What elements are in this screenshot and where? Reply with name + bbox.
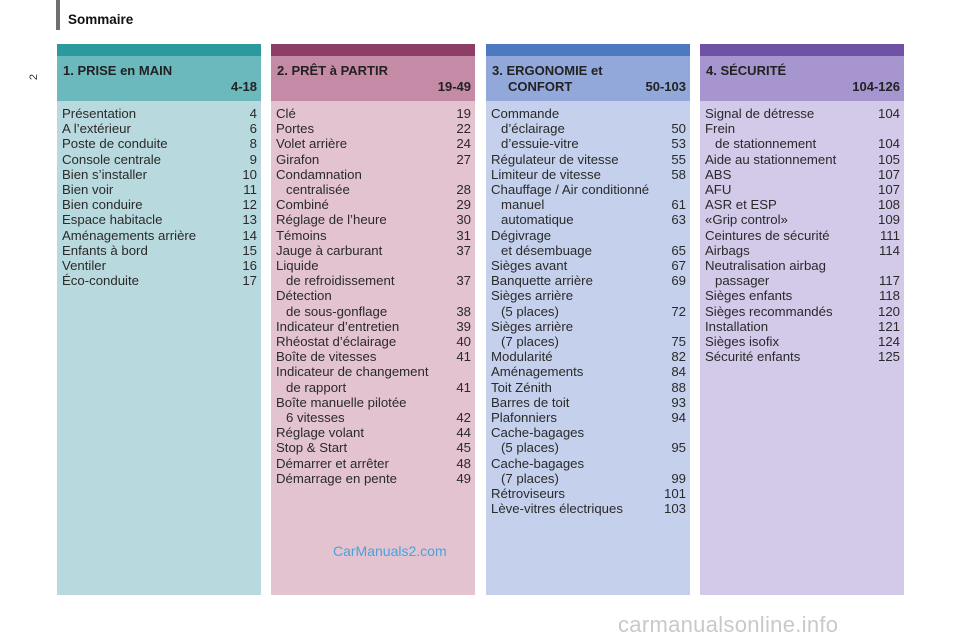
- section-title: 3. ERGONOMIE et: [492, 63, 603, 78]
- toc-entry[interactable]: [62, 182, 257, 197]
- toc-entry-page: 107: [877, 182, 900, 198]
- toc-entry-page: 17: [242, 273, 257, 289]
- toc-entry-page: 37: [456, 273, 471, 289]
- toc-entry-label: Sièges avant: [491, 258, 568, 274]
- toc-entry-page: 45: [456, 440, 471, 456]
- toc-entry[interactable]: [491, 197, 686, 212]
- toc-entry[interactable]: [276, 182, 471, 197]
- toc-entry[interactable]: [491, 273, 686, 288]
- toc-entry-page: 16: [242, 258, 257, 274]
- toc-entry[interactable]: [276, 167, 471, 182]
- section-color-strip: [271, 44, 475, 56]
- section-pret-a-partir: [271, 44, 475, 595]
- toc-entry-label: Éco-conduite: [62, 273, 139, 289]
- section-page-range: 4-18: [230, 79, 257, 94]
- toc-entry-page: [670, 106, 686, 121]
- toc-entry[interactable]: [62, 167, 257, 182]
- section-title-line2: CONFORT: [508, 79, 573, 94]
- toc-entry-page: 105: [877, 151, 900, 167]
- section-page-range: 19-49: [437, 79, 471, 94]
- toc-entry-page: 111: [879, 227, 900, 243]
- toc-entry-page: 6: [249, 121, 257, 137]
- toc-entry[interactable]: [705, 334, 900, 349]
- toc-entry-page: 82: [671, 349, 686, 365]
- toc-entry-label: de sous-gonflage: [286, 303, 388, 319]
- toc-entry-label: Espace habitacle: [62, 212, 163, 228]
- section-title: 2. PRÊT à PARTIR: [277, 63, 389, 78]
- toc-entry[interactable]: [705, 304, 900, 319]
- toc-entry[interactable]: [276, 243, 471, 258]
- toc-entry-label: Sièges enfants: [705, 288, 793, 304]
- toc-entry-page: 108: [877, 197, 900, 213]
- toc-entry-label: Sièges isofix: [705, 334, 780, 350]
- toc-entry-label: passager: [715, 273, 770, 289]
- page-number: 2: [28, 73, 41, 81]
- toc-entry[interactable]: [491, 304, 686, 319]
- toc-entry-label: de refroidissement: [286, 273, 395, 289]
- toc-entry-label: ABS: [705, 166, 732, 182]
- toc-entry-page: 104: [877, 106, 900, 121]
- toc-entry-page: [670, 182, 686, 197]
- toc-entry-page: 63: [671, 212, 686, 228]
- toc-entry-page: 37: [456, 242, 471, 258]
- toc-entry-page: 50: [671, 121, 686, 137]
- toc-entry-label: centralisée: [286, 182, 350, 198]
- toc-entry-label: Dégivrage: [491, 227, 552, 243]
- toc-entry-page: 107: [877, 166, 900, 182]
- toc-entry-label: Portes: [276, 121, 315, 137]
- toc-entry[interactable]: [62, 243, 257, 258]
- section-color-strip: [700, 44, 904, 56]
- toc-entry-label: Indicateur de changement: [276, 364, 429, 380]
- toc-entry[interactable]: [276, 364, 471, 379]
- toc-entry[interactable]: [62, 228, 257, 243]
- toc-entry[interactable]: [705, 136, 900, 151]
- toc-entry-page: 49: [456, 470, 471, 486]
- toc-entry[interactable]: [491, 136, 686, 151]
- toc-entry-label: Cache-bagages: [491, 455, 585, 471]
- toc-entry-label: (5 places): [501, 303, 559, 319]
- toc-entry[interactable]: [276, 319, 471, 334]
- toc-entry-page: 55: [671, 151, 686, 167]
- toc-entry[interactable]: [491, 334, 686, 349]
- toc-entry-page: 121: [877, 318, 900, 334]
- toc-entry-page: 30: [456, 212, 471, 228]
- toc-entry[interactable]: [276, 288, 471, 303]
- toc-entry[interactable]: [276, 349, 471, 364]
- toc-entry-page: 28: [456, 182, 471, 198]
- section-color-strip: [57, 44, 261, 56]
- toc-entry-label: Ventiler: [62, 258, 106, 274]
- section-header[interactable]: [57, 56, 261, 101]
- toc-entry[interactable]: [705, 106, 900, 121]
- toc-entry[interactable]: [491, 288, 686, 303]
- toc-entry-page: 118: [878, 288, 900, 304]
- toc-entry-page: 61: [671, 197, 686, 213]
- toc-entry-page: 95: [671, 440, 686, 456]
- toc-entry-page: 22: [456, 121, 471, 137]
- toc-entry-page: 11: [243, 182, 257, 198]
- toc-entry-label: Jauge à carburant: [276, 242, 383, 258]
- toc-entry[interactable]: [276, 334, 471, 349]
- toc-entry-label: Console centrale: [62, 151, 161, 167]
- toc-entry-label: Bien conduire: [62, 197, 143, 213]
- toc-entry-label: Réglage de l’heure: [276, 212, 387, 228]
- section-page-range: 50-103: [645, 79, 686, 94]
- toc-entry-label: Démarrer et arrêter: [276, 455, 389, 471]
- toc-entry-label: Aménagements: [491, 364, 584, 380]
- toc-entry-page: 75: [671, 334, 686, 350]
- toc-entry-label: (7 places): [501, 334, 559, 350]
- toc-entry-page: [670, 319, 686, 334]
- toc-entry-label: Combiné: [276, 197, 329, 213]
- toc-entry[interactable]: [705, 243, 900, 258]
- toc-entry[interactable]: [705, 319, 900, 334]
- toc-entry[interactable]: [62, 212, 257, 227]
- page-title: Sommaire: [68, 12, 134, 27]
- toc-entry[interactable]: [705, 121, 900, 136]
- toc-entry-page: [884, 258, 900, 273]
- toc-entry[interactable]: [276, 152, 471, 167]
- toc-entry-label: Cache-bagages: [491, 425, 585, 441]
- toc-entry[interactable]: [62, 273, 257, 288]
- toc-entry-label: (7 places): [501, 470, 559, 486]
- toc-entry-page: 31: [456, 227, 471, 243]
- section-securite: [700, 44, 904, 595]
- section-title: 1. PRISE en MAIN: [63, 63, 173, 78]
- toc-entry[interactable]: [491, 212, 686, 227]
- toc-entry-page: 69: [671, 273, 686, 289]
- toc-entry-label: Banquette arrière: [491, 273, 593, 289]
- toc-entry-label: ASR et ESP: [705, 197, 777, 213]
- toc-entry-page: 10: [242, 166, 257, 182]
- toc-entry-label: Stop & Start: [276, 440, 348, 456]
- toc-entry-page: 4: [249, 106, 257, 121]
- toc-entry[interactable]: [705, 212, 900, 227]
- toc-entry-label: Liquide: [276, 258, 319, 274]
- toc-entry-page: 125: [877, 349, 900, 365]
- toc-entry-page: [670, 288, 686, 303]
- toc-entry[interactable]: [491, 501, 686, 516]
- section-title: 4. SÉCURITÉ: [706, 63, 787, 78]
- toc-entry-page: 42: [456, 410, 471, 426]
- toc-entry[interactable]: [276, 425, 471, 440]
- watermark-carmanuals2[interactable]: CarManuals2.com: [333, 543, 447, 559]
- toc-entry[interactable]: [491, 319, 686, 334]
- toc-entry-label: Ceintures de sécurité: [705, 227, 830, 243]
- toc-entry[interactable]: [276, 228, 471, 243]
- toc-entry[interactable]: [491, 182, 686, 197]
- toc-entry-label: Bien s’installer: [62, 166, 148, 182]
- toc-entry[interactable]: [491, 167, 686, 182]
- toc-entry-label: Rétroviseurs: [491, 486, 566, 502]
- toc-entry-page: [455, 364, 471, 379]
- toc-entry-label: de rapport: [286, 379, 347, 395]
- toc-entry[interactable]: [491, 364, 686, 379]
- toc-entry-label: Démarrage en pente: [276, 470, 397, 486]
- toc-entry-label: Indicateur d’entretien: [276, 318, 400, 334]
- toc-entry-page: 94: [671, 410, 686, 426]
- toc-entry-label: Poste de conduite: [62, 136, 168, 152]
- toc-entry-page: 8: [249, 136, 257, 152]
- toc-entry-label: Plafonniers: [491, 410, 557, 426]
- toc-entry[interactable]: [276, 471, 471, 486]
- toc-entry-page: 101: [663, 486, 686, 502]
- toc-entry-label: Girafon: [276, 151, 320, 167]
- toc-entry[interactable]: [276, 395, 471, 410]
- toc-entry-label: Limiteur de vitesse: [491, 166, 601, 182]
- toc-entry[interactable]: [491, 425, 686, 440]
- toc-entry[interactable]: [491, 106, 686, 121]
- toc-entry[interactable]: [491, 440, 686, 455]
- toc-entry[interactable]: [276, 258, 471, 273]
- toc-entry[interactable]: [705, 273, 900, 288]
- toc-entry-page: 65: [671, 242, 686, 258]
- toc-entry[interactable]: [276, 410, 471, 425]
- toc-entry[interactable]: [62, 136, 257, 151]
- toc-entry[interactable]: [491, 410, 686, 425]
- toc-entry-label: Commande: [491, 106, 560, 121]
- toc-entry-page: [455, 258, 471, 273]
- section-entries: [271, 101, 475, 486]
- toc-entry-label: Chauffage / Air conditionné: [491, 182, 650, 198]
- toc-entry-page: [670, 228, 686, 243]
- toc-entry-page: 88: [671, 379, 686, 395]
- toc-entry[interactable]: [491, 380, 686, 395]
- toc-entry[interactable]: [491, 456, 686, 471]
- toc-entry-label: et désembuage: [501, 242, 592, 258]
- toc-entry-label: Clé: [276, 106, 296, 121]
- toc-entry-page: 99: [671, 470, 686, 486]
- toc-entry[interactable]: [705, 258, 900, 273]
- toc-entry[interactable]: [491, 471, 686, 486]
- toc-entry[interactable]: [705, 349, 900, 364]
- toc-entry-page: 27: [456, 151, 471, 167]
- toc-entry[interactable]: [276, 456, 471, 471]
- toc-entry-label: Boîte de vitesses: [276, 349, 377, 365]
- toc-entry-label: Détection: [276, 288, 332, 304]
- toc-entry-page: 67: [671, 258, 686, 274]
- toc-entry-page: 53: [671, 136, 686, 152]
- section-color-strip: [486, 44, 690, 56]
- section-header[interactable]: [700, 56, 904, 101]
- toc-entry-label: Sièges recommandés: [705, 303, 833, 319]
- toc-entry-label: Sécurité enfants: [705, 349, 801, 365]
- toc-entry-label: automatique: [501, 212, 574, 228]
- toc-entry[interactable]: [276, 197, 471, 212]
- toc-entry-page: [670, 425, 686, 440]
- toc-entry-label: «Grip control»: [705, 212, 788, 228]
- toc-entry-label: Rhéostat d’éclairage: [276, 334, 397, 350]
- toc-entry-page: 12: [242, 197, 257, 213]
- toc-entry-label: (5 places): [501, 440, 559, 456]
- toc-entry-page: 124: [877, 334, 900, 350]
- toc-entry[interactable]: [705, 182, 900, 197]
- toc-entry-label: Témoins: [276, 227, 327, 243]
- toc-entry[interactable]: [705, 152, 900, 167]
- toc-entry-page: 48: [456, 455, 471, 471]
- toc-entry-label: AFU: [705, 182, 732, 198]
- toc-entry[interactable]: [491, 258, 686, 273]
- toc-entry-label: Toit Zénith: [491, 379, 552, 395]
- toc-entry-label: A l’extérieur: [62, 121, 131, 137]
- toc-entry-page: 58: [671, 166, 686, 182]
- toc-entry-label: Installation: [705, 318, 769, 334]
- toc-entry-page: 104: [877, 136, 900, 152]
- toc-entry[interactable]: [276, 121, 471, 136]
- section-entries: [486, 101, 690, 516]
- toc-entry[interactable]: [705, 197, 900, 212]
- watermark-carmanualsonline[interactable]: carmanualsonline.info: [618, 612, 839, 637]
- section-ergonomie-confort: [486, 44, 690, 595]
- toc-entry-page: 41: [456, 379, 471, 395]
- toc-entry-page: 14: [242, 227, 257, 243]
- toc-entry-page: [455, 167, 471, 182]
- toc-entry-page: 72: [671, 303, 686, 319]
- toc-entry-label: Régulateur de vitesse: [491, 151, 619, 167]
- toc-entry-page: [455, 288, 471, 303]
- toc-entry-page: 15: [242, 242, 257, 258]
- toc-entry[interactable]: [276, 304, 471, 319]
- toc-entry[interactable]: [276, 273, 471, 288]
- toc-entry-page: 24: [456, 136, 471, 152]
- toc-entry[interactable]: [62, 121, 257, 136]
- toc-entry-page: [455, 395, 471, 410]
- toc-entry-page: 9: [249, 151, 257, 167]
- toc-entry-label: Sièges arrière: [491, 288, 574, 304]
- toc-entry[interactable]: [491, 486, 686, 501]
- toc-entry[interactable]: [491, 121, 686, 136]
- toc-entry[interactable]: [62, 152, 257, 167]
- toc-entry-page: 39: [456, 318, 471, 334]
- toc-entry[interactable]: [276, 212, 471, 227]
- toc-entry-label: Aménagements arrière: [62, 227, 197, 243]
- toc-entry-page: 29: [456, 197, 471, 213]
- toc-entry-page: 109: [877, 212, 900, 228]
- toc-entry[interactable]: [491, 228, 686, 243]
- toc-entry-page: 103: [663, 501, 686, 517]
- section-header[interactable]: [486, 56, 690, 101]
- toc-entry-label: d’éclairage: [501, 121, 565, 137]
- toc-entry-label: Enfants à bord: [62, 242, 148, 258]
- toc-entry-page: 41: [456, 349, 471, 365]
- section-header[interactable]: [271, 56, 475, 101]
- toc-entry[interactable]: [62, 106, 257, 121]
- toc-entry[interactable]: [276, 106, 471, 121]
- toc-entry-label: manuel: [501, 197, 545, 213]
- toc-entry-label: d’essuie-vitre: [501, 136, 579, 152]
- toc-entry-page: 117: [878, 273, 900, 289]
- toc-entry[interactable]: [491, 243, 686, 258]
- toc-entry-label: Neutralisation airbag: [705, 258, 826, 274]
- toc-entry-label: Aide au stationnement: [705, 151, 837, 167]
- toc-entry[interactable]: [276, 136, 471, 151]
- toc-entry-page: 93: [671, 394, 686, 410]
- toc-entry[interactable]: [276, 380, 471, 395]
- toc-entry-label: de stationnement: [715, 136, 817, 152]
- toc-entry-label: Barres de toit: [491, 394, 570, 410]
- toc-entry-page: [884, 121, 900, 136]
- toc-entry-label: Bien voir: [62, 182, 114, 198]
- toc-entry-label: Modularité: [491, 349, 553, 365]
- toc-entry[interactable]: [705, 288, 900, 303]
- toc-entry-page: 13: [242, 212, 257, 228]
- toc-entry-label: Boîte manuelle pilotée: [276, 394, 407, 410]
- toc-entry[interactable]: [705, 228, 900, 243]
- toc-entry-label: Présentation: [62, 106, 137, 121]
- section-page-range: 104-126: [852, 79, 900, 94]
- section-entries: [700, 101, 904, 364]
- toc-entry[interactable]: [276, 440, 471, 455]
- toc-entry[interactable]: [491, 395, 686, 410]
- toc-entry[interactable]: [491, 349, 686, 364]
- toc-entry-label: Airbags: [705, 242, 750, 258]
- toc-entry-page: 114: [878, 242, 900, 258]
- toc-entry[interactable]: [705, 167, 900, 182]
- toc-entry-page: 40: [456, 334, 471, 350]
- toc-entry-page: 120: [877, 303, 900, 319]
- header-accent-bar: [56, 0, 60, 30]
- toc-entry-page: 38: [456, 303, 471, 319]
- toc-entry[interactable]: [62, 258, 257, 273]
- toc-entry-label: Signal de détresse: [705, 106, 815, 121]
- toc-entry[interactable]: [491, 152, 686, 167]
- toc-entry-label: Réglage volant: [276, 425, 364, 441]
- toc-entry[interactable]: [62, 197, 257, 212]
- section-entries: [57, 101, 261, 288]
- toc-entry-label: Frein: [705, 121, 736, 137]
- toc-entry-label: Condamnation: [276, 166, 362, 182]
- toc-entry-label: Sièges arrière: [491, 318, 574, 334]
- toc-entry-page: 84: [671, 364, 686, 380]
- toc-entry-label: 6 vitesses: [286, 410, 345, 426]
- toc-entry-page: 44: [456, 425, 471, 441]
- toc-entry-page: 19: [456, 106, 471, 121]
- toc-entry-label: Volet arrière: [276, 136, 348, 152]
- toc-entry-page: [670, 456, 686, 471]
- section-prise-en-main: [57, 44, 261, 595]
- toc-entry-label: Lève-vitres électriques: [491, 501, 623, 517]
